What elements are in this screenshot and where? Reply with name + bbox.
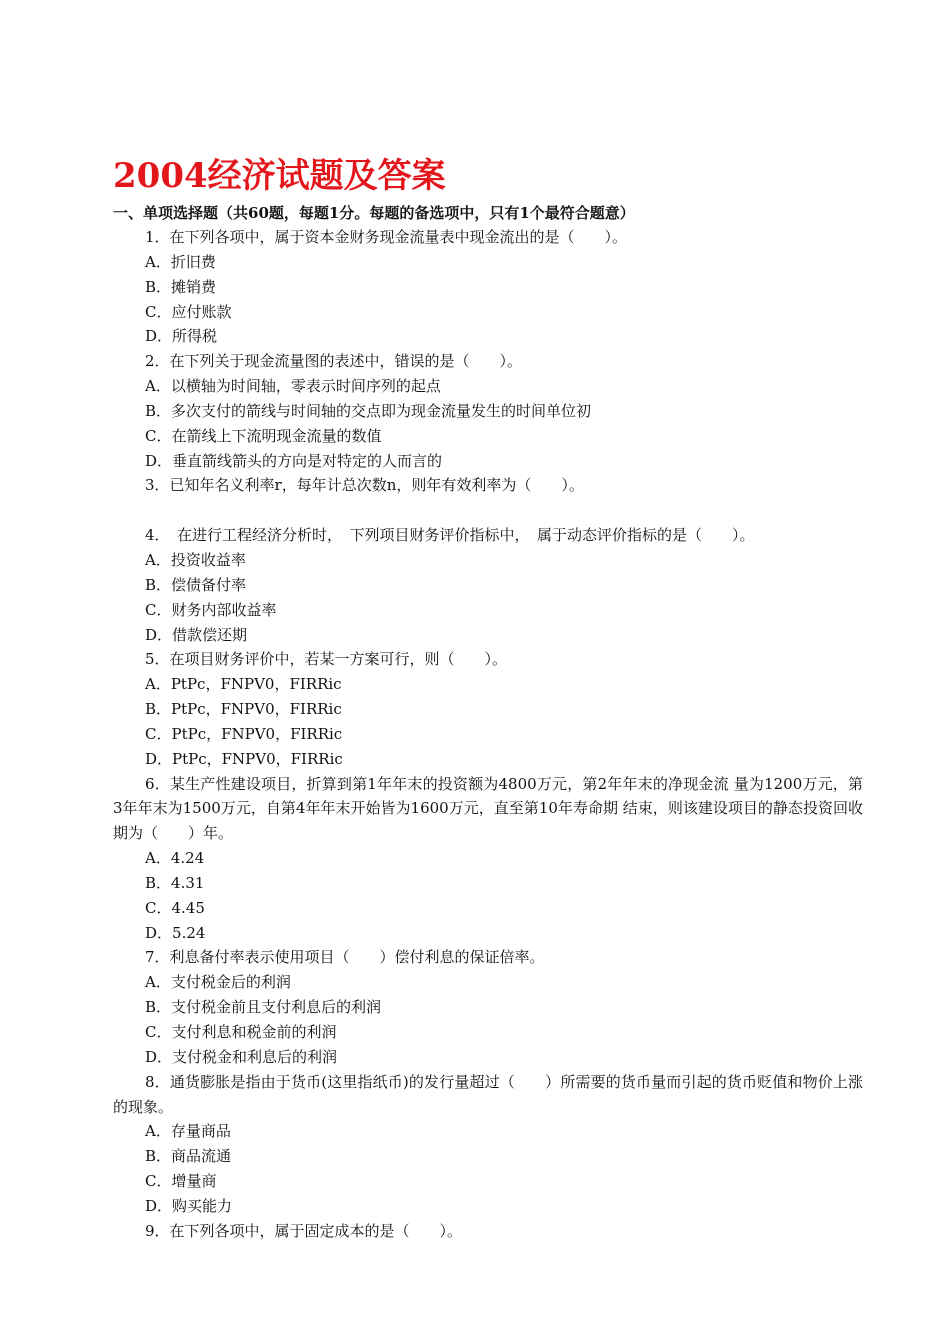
question-option: A．存量商品	[145, 1122, 231, 1141]
question-option: A．支付税金后的利润	[145, 973, 291, 992]
question-option: B．支付税金前且支付利息后的利润	[145, 998, 382, 1017]
question-option: D．PtPc，FNPV0，FIRRic	[145, 749, 343, 768]
question-option: C．在箭线上下流明现金流量的数值	[145, 426, 382, 445]
question-stem: 1．在下列各项中，属于资本金财务现金流量表中现金流出的是（ ）。	[145, 228, 628, 246]
question-option: B．商品流通	[145, 1147, 232, 1166]
question-option: C．财务内部收益率	[145, 600, 277, 619]
question-option: C．支付利息和税金前的利润	[145, 1023, 337, 1041]
question-option: C．PtPc，FNPV0，FIRRic	[145, 724, 343, 743]
question-option: C．增量商	[145, 1172, 217, 1191]
question-option: A．PtPc，FNPV0，FIRRic	[145, 675, 342, 694]
question-option: D．购买能力	[145, 1196, 233, 1215]
question-stem: 7．利息备付率表示使用项目（ ）偿付利息的保证倍率。	[145, 948, 545, 967]
question-stem: 4． 在进行工程经济分析时， 下列项目财务评价指标中， 属于动态评价指标的是（ ）。	[145, 526, 755, 545]
question-option: D．借款偿还期	[145, 625, 248, 644]
question-option: C．4.45	[145, 898, 205, 917]
question-option: B．PtPc，FNPV0，FIRRic	[145, 700, 342, 719]
question-option: B．摊销费	[145, 277, 217, 296]
document-title: 2004经济试题及答案	[113, 156, 446, 196]
question-option: A．以横轴为时间轴，零表示时间序列的起点	[145, 377, 441, 396]
question-stem: 6．某生产性建设项目，折算到第1年年末的投资额为4800万元，第2年年末的净现金流 量为1200万元，第3年年末为1500万元，自第4年年末开始皆为1600万元，直至第10年寿命期 结束，则该建设项目的静态投资回收期为（ ）年。	[113, 774, 863, 843]
question-option: D．所得税	[145, 327, 218, 346]
question-stem: 8．通货膨胀是指由于货币(这里指纸币)的发行量超过（ ）所需要的货币量而引起的货币贬值和物价上涨的现象。	[113, 1072, 863, 1116]
question-stem: 3．已知年名义利率r，每年计总次数n，则年有效利率为（ ）。	[145, 476, 584, 495]
question-stem: 2．在下列关于现金流量图的表述中，错误的是（ ）。	[145, 352, 523, 371]
question-option: B．偿债备付率	[145, 575, 247, 594]
question-stem: 5．在项目财务评价中，若某一方案可行，则（ ）。	[145, 650, 508, 669]
blank-line	[113, 498, 863, 523]
question-option: A．4.24	[145, 849, 205, 868]
question-option: D．垂直箭线箭头的方向是对特定的人而言的	[145, 451, 443, 470]
question-list	[113, 225, 863, 1244]
question-stem: 9．在下列各项中，属于固定成本的是（ ）。	[145, 1221, 463, 1240]
question-option: A．折旧费	[145, 252, 216, 271]
question-option: C．应付账款	[145, 302, 232, 321]
question-option: B．多次支付的箭线与时间轴的交点即为现金流量发生的时间单位初	[145, 401, 592, 420]
question-option: D．5.24	[145, 923, 206, 942]
section-heading: 一、单项选择题（共60题，每题1分。每题的备选项中，只有1个最符合题意）	[113, 204, 635, 222]
question-option: D．支付税金和利息后的利润	[145, 1047, 338, 1066]
question-option: B．4.31	[145, 873, 205, 892]
question-option: A．投资收益率	[145, 550, 246, 569]
